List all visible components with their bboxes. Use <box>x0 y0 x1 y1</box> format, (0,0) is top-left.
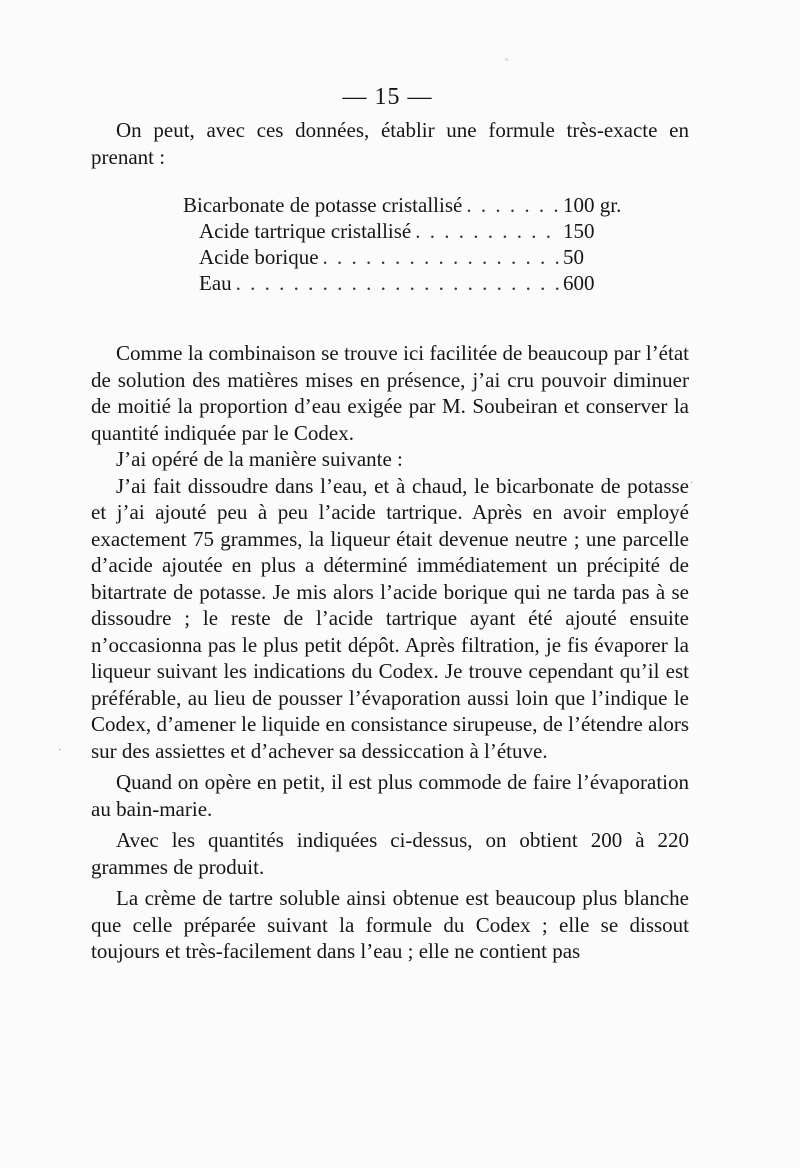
recipe-row <box>183 244 643 270</box>
ingredient-name: Bicarbonate de potasse cristallisé <box>183 193 463 217</box>
intro-paragraph <box>91 117 689 170</box>
paper-speck: ˚ <box>505 58 509 69</box>
leader-dots <box>466 192 559 218</box>
ingredient-quantity: 50 <box>563 245 584 269</box>
leader-dots <box>236 270 559 296</box>
ingredient-name: Eau <box>199 271 232 295</box>
intro-text: On peut, avec ces données, établir une formule très-exacte en prenant : <box>91 118 689 169</box>
ingredient-name: Acide tartrique cristallisé <box>199 219 412 243</box>
recipe-row <box>183 218 643 244</box>
ingredient-quantity: 100 gr. <box>563 193 622 217</box>
paragraph: La crème de tartre soluble ainsi obtenue est beaucoup plus blanche que celle préparée suivant la formule du Codex ; elle se dissout toujours et très-facilement dans l’eau ; elle ne contient pas <box>91 886 689 963</box>
leader-dots <box>323 244 559 270</box>
page-number: — 15 — <box>342 84 433 110</box>
ingredient-quantity: 600 <box>563 271 595 295</box>
recipe-row <box>183 192 643 218</box>
recipe-row <box>183 270 643 296</box>
ingredient-name: Acide borique <box>199 245 319 269</box>
recipe-formula <box>183 192 643 296</box>
paper-speck: · <box>690 478 694 489</box>
ingredient-quantity: 150 <box>563 219 595 243</box>
paper-speck: · <box>58 745 62 756</box>
leader-dots <box>415 218 559 244</box>
paragraph: Comme la combinaison se trouve ici facilitée de beaucoup par l’état de solution des matières mises en présence, j’ai cru pouvoir diminuer de moitié la proportion d’eau exigée par M. Soubeiran et conserver la quantité indiquée par le Codex. <box>91 341 689 445</box>
paragraph: J’ai fait dissoudre dans l’eau, et à chaud, le bicarbonate de potasse et j’ai ajouté peu à peu l’acide tartrique. Après en avoir employé exactement 75 grammes, la liqueur était devenue neutre ; une parcelle d’acide ajoutée en plus a déterminé immédiatement un précipité de bitartrate de potasse. Je mis alors l’acide borique qui ne tarda pas à se dissoudre ; le reste de l’acide tartrique ayant été ajouté ensuite n’occasionna pas le plus petit dépôt. Après filtration, je fis évaporer la liqueur suivant les indications du Codex. Je trouve cependant qu’il est préférable, au lieu de pousser l’évaporation aussi loin que l’indique le Codex, d’amener le liquide en consistance sirupeuse, de l’étendre alors sur des assiettes et d’achever sa dessiccation à l’étuve. <box>91 473 689 763</box>
paragraph: Quand on opère en petit, il est plus commode de faire l’évaporation au bain-marie. <box>91 770 689 821</box>
paragraph: Avec les quantités indiquées ci-dessus, on obtient 200 à 220 grammes de produit. <box>91 828 689 879</box>
body-text <box>91 340 689 965</box>
paragraph: J’ai opéré de la manière suivante : <box>116 447 403 471</box>
